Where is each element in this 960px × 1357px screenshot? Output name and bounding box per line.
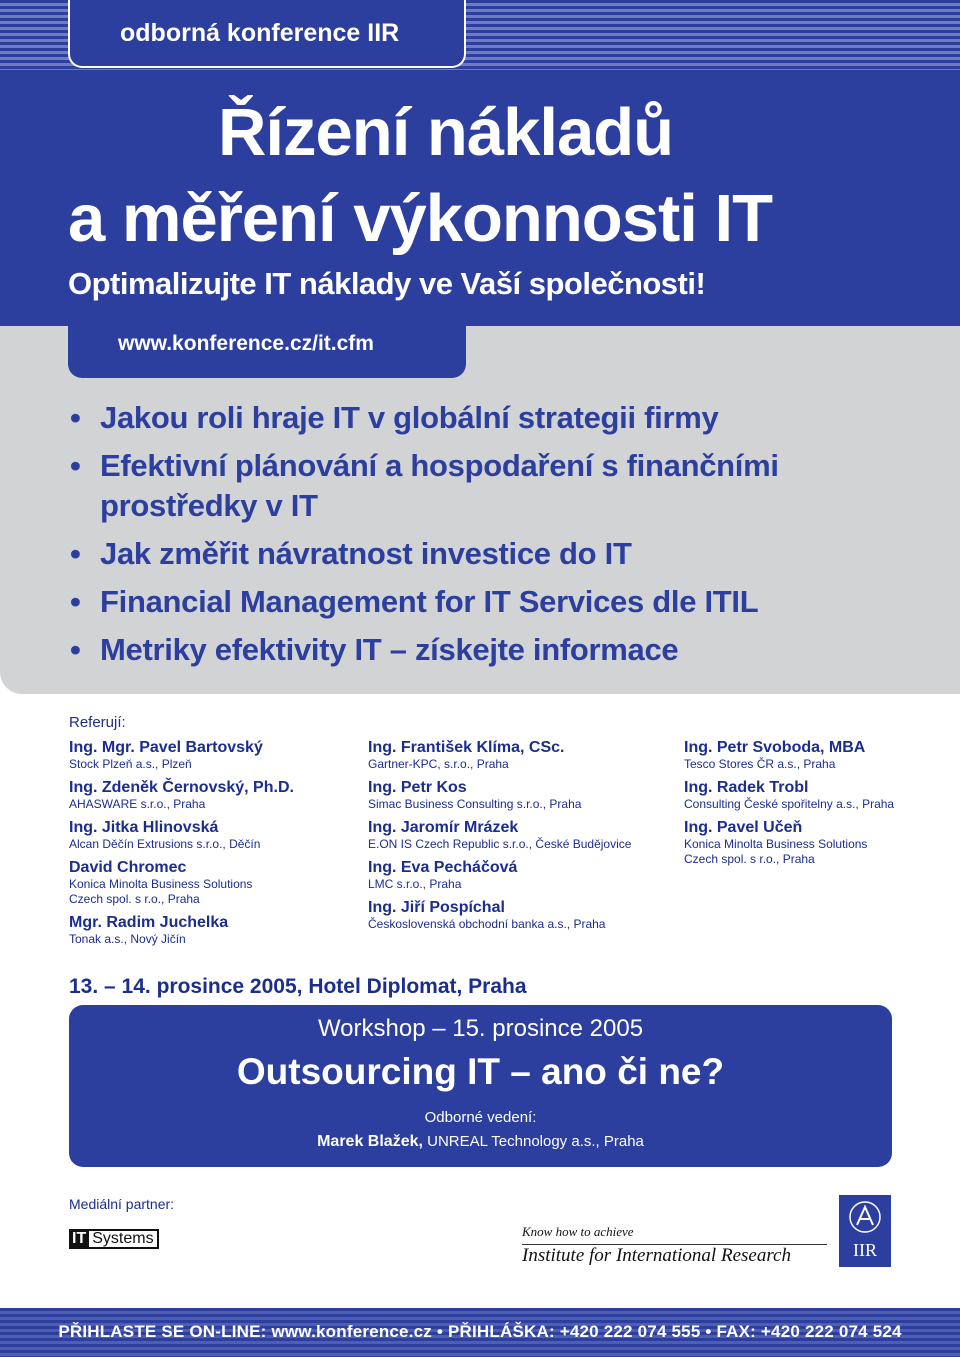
speaker-name: Ing. Pavel Učeň [684, 819, 803, 836]
topic-item: • Efektivní plánování a hospodaření s finančními prostředky v IT [70, 448, 779, 523]
workshop-lead-label: Odborné vedení: [424, 1109, 537, 1126]
speaker [69, 778, 359, 812]
workshop-lead-company: UNREAL Technology a.s., Praha [427, 1133, 644, 1150]
speaker [69, 858, 359, 907]
title-line-2: a měření výkonnosti IT [68, 181, 773, 256]
speaker-name: Ing. František Klíma, CSc. [368, 739, 565, 756]
speaker-company: LMC s.r.o., Praha [368, 877, 462, 891]
workshop-lead-name: Marek Blažek, [317, 1133, 423, 1150]
speaker-name: David Chromec [69, 859, 187, 876]
speaker-company: Simac Business Consulting s.r.o., Praha [368, 797, 582, 811]
speaker [69, 738, 359, 772]
iir-tagline: Know how to achieve [522, 1224, 634, 1239]
speaker-company: Tesco Stores ČR a.s., Praha [684, 757, 836, 771]
iir-logo [839, 1195, 891, 1267]
speaker [368, 858, 658, 892]
conference-tag: odborná konference IIR [120, 19, 400, 47]
speaker-company: Tonak a.s., Nový Jičín [69, 932, 186, 946]
subtitle: Optimalizujte IT náklady ve Vaší společnosti! [68, 266, 706, 301]
itsystems-logo [69, 1229, 159, 1249]
bullet-icon: • [70, 536, 81, 571]
event-dates: 13. – 14. prosince 2005, Hotel Diplomat, Praha [69, 975, 527, 998]
workshop-date: Workshop – 15. prosince 2005 [317, 1015, 644, 1042]
speaker [368, 738, 658, 772]
bullet-icon: • [70, 584, 81, 619]
speaker-company: Gartner-KPC, s.r.o., Praha [368, 757, 509, 771]
itsystems-logo-it: IT [69, 1229, 89, 1249]
speaker [368, 818, 658, 852]
topic-item: • Financial Management for IT Services dle ITIL [70, 582, 930, 622]
speakers-column-3 [684, 738, 960, 873]
speaker-company: Československá obchodní banka a.s., Praha [368, 917, 606, 931]
speaker-company: E.ON IS Czech Republic s.r.o., České Budějovice [368, 837, 632, 851]
speaker-company: Stock Plzeň a.s., Plzeň [69, 757, 192, 771]
speaker-name: Ing. Petr Svoboda, MBA [684, 739, 866, 756]
speaker [684, 738, 960, 772]
speakers-column-1 [69, 738, 359, 953]
speaker [69, 913, 359, 947]
speaker-name: Mgr. Radim Juchelka [69, 914, 229, 931]
page-title [68, 90, 948, 262]
speakers-label: Referují: [69, 714, 126, 731]
bullet-icon: • [70, 448, 81, 483]
iir-abbr: IIR [853, 1240, 877, 1260]
workshop-lead [69, 1133, 892, 1151]
speaker-company: Consulting České spořitelny a.s., Praha [684, 797, 895, 811]
speaker-company: Konica Minolta Business Solutions Czech spol. s r.o., Praha [69, 877, 253, 906]
speaker-name: Ing. Jitka Hlinovská [69, 819, 219, 836]
speaker-name: Ing. Eva Pecháčová [368, 859, 518, 876]
bullet-icon: • [70, 632, 81, 667]
speakers-column-2 [368, 738, 658, 938]
topic-item: • Metriky efektivity IT – získejte informace [70, 630, 930, 670]
speaker [684, 818, 960, 867]
speaker-company: Konica Minolta Business Solutions Czech spol. s r.o., Praha [684, 837, 868, 866]
speaker-name: Ing. Jiří Pospíchal [368, 899, 505, 916]
speaker [684, 778, 960, 812]
conference-url-link[interactable]: www.konference.cz/it.cfm [118, 332, 374, 355]
speaker-name: Ing. Mgr. Pavel Bartovský [69, 739, 263, 756]
topic-item: • Jak změřit návratnost investice do IT [70, 534, 930, 574]
topic-item: • Jakou roli hraje IT v globální strategii firmy [70, 398, 930, 438]
topic-list [70, 398, 930, 678]
speaker-name: Ing. Petr Kos [368, 779, 467, 796]
speaker [368, 898, 658, 932]
speaker-name: Ing. Radek Trobl [684, 779, 809, 796]
bullet-icon: • [70, 400, 81, 435]
speaker [368, 778, 658, 812]
media-partner-label: Mediální partner: [69, 1196, 175, 1212]
speaker-name: Ing. Jaromír Mrázek [368, 819, 519, 836]
workshop-title: Outsourcing IT – ano či ne? [236, 1051, 725, 1092]
registration-footer: PŘIHLASTE SE ON-LINE: www.konference.cz • PŘIHLÁŠKA: +420 222 074 555 • FAX: +420 222 074 524 [58, 1322, 902, 1341]
speaker-company: AHASWARE s.r.o., Praha [69, 797, 206, 811]
speaker-name: Ing. Zdeněk Černovský, Ph.D. [69, 779, 294, 796]
speaker [69, 818, 359, 852]
speaker-company: Alcan Děčín Extrusions s.r.o., Děčín [69, 837, 261, 851]
title-line-1: Řízení nákladů [218, 95, 674, 170]
iir-name: Institute for International Research [522, 1245, 791, 1266]
iir-emblem-icon [839, 1195, 891, 1239]
workshop-box [69, 1005, 892, 1167]
itsystems-logo-systems: Systems [89, 1229, 158, 1249]
